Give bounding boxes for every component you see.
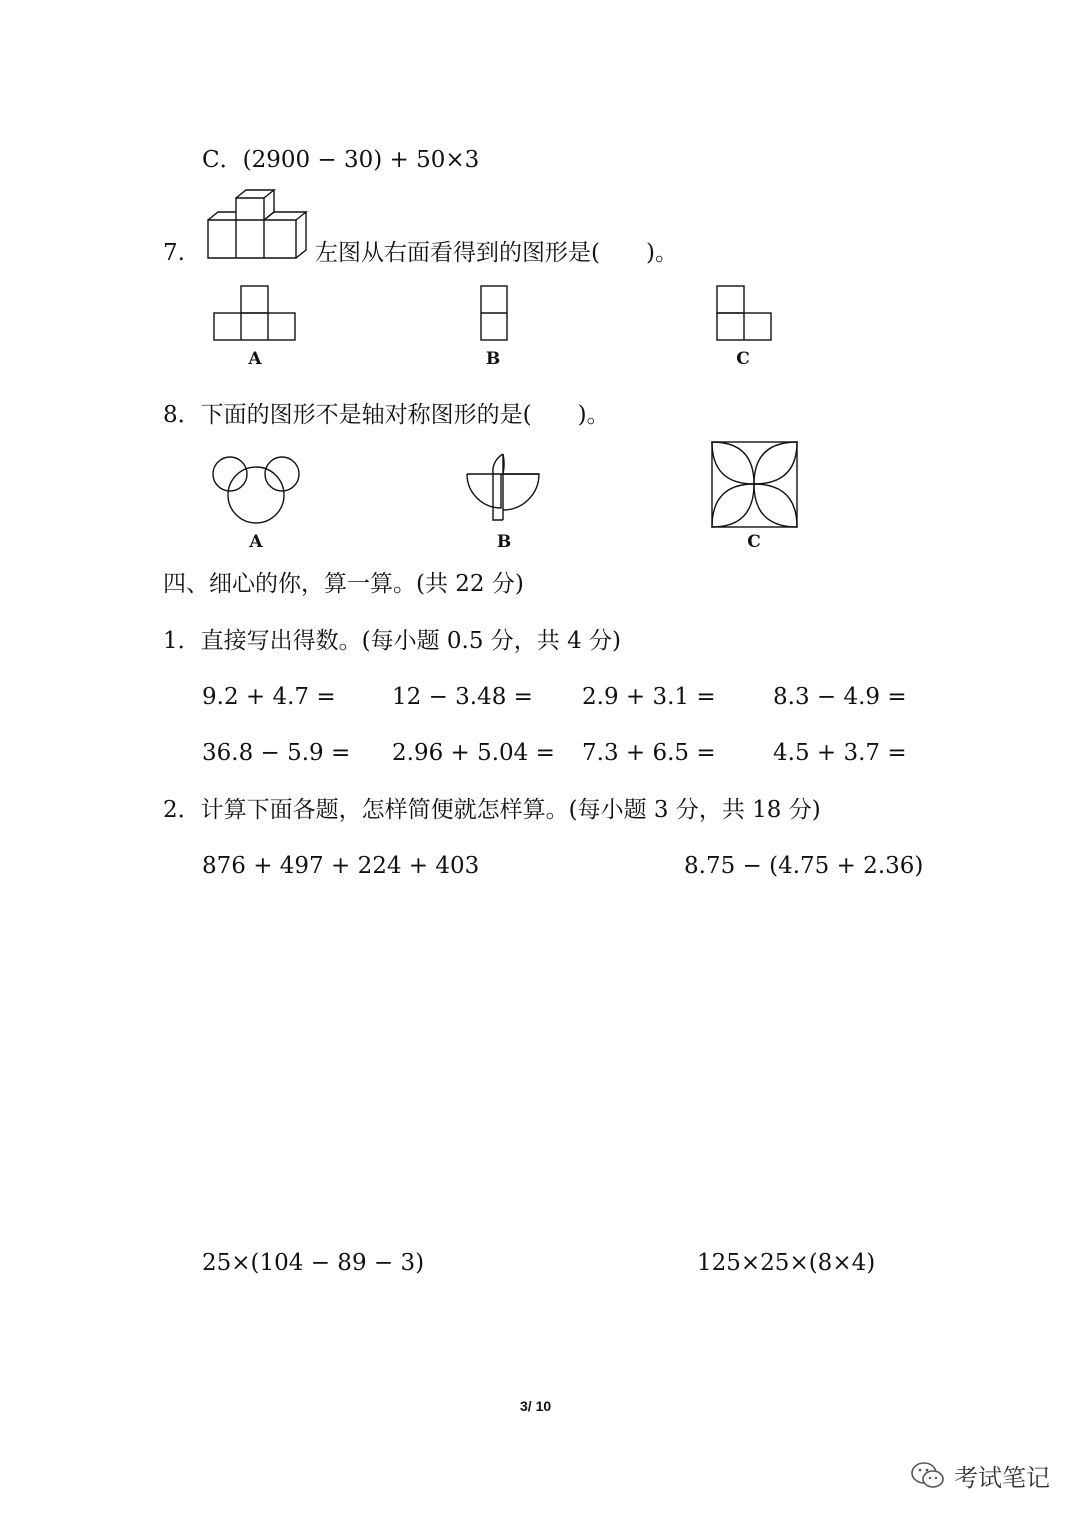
q8-text: 8．下面的图形不是轴对称图形的是( )。 (163, 402, 610, 428)
q6-option-c: C．(2900 − 30) + 50×3 (202, 147, 480, 173)
q8-option-a-label: A (249, 532, 263, 552)
q7-text: 左图从右面看得到的图形是( )。 (315, 240, 678, 266)
q7-cube-figure (206, 190, 316, 260)
q7-option-b-figure (480, 285, 510, 341)
q7-option-c-figure (716, 285, 774, 341)
p1-item: 2.96 + 5.04 = (392, 740, 555, 766)
q7-option-a-label: A (248, 349, 262, 369)
p1-item: 36.8 − 5.9 = (202, 740, 351, 766)
p1-item: 9.2 + 4.7 = (202, 684, 336, 710)
q7-option-c-label: C (736, 349, 750, 369)
watermark-text: 考试笔记 (954, 1464, 1050, 1492)
q7-option-a-figure (214, 285, 298, 341)
q7-option-b-label: B (485, 349, 501, 369)
p1-title: 1．直接写出得数。(每小题 0.5 分，共 4 分) (163, 628, 622, 654)
q8-option-c-label: C (747, 532, 761, 552)
q7-number: 7. (163, 240, 185, 266)
p2-title: 2．计算下面各题，怎样简便就怎样算。(每小题 3 分，共 18 分) (163, 797, 821, 823)
p1-item: 12 − 3.48 = (392, 684, 533, 710)
p2-item: 8.75 − (4.75 + 2.36) (684, 853, 924, 879)
p1-item: 2.9 + 3.1 = (582, 684, 716, 710)
page-number: 3/ 10 (520, 1398, 552, 1414)
section4-title: 四、细心的你，算一算。(共 22 分) (163, 571, 524, 597)
q8-option-c-figure (711, 441, 799, 529)
p1-item: 8.3 − 4.9 = (773, 684, 907, 710)
p2-item: 876 + 497 + 224 + 403 (202, 853, 480, 879)
wechat-icon (910, 1461, 946, 1491)
q8-option-a-figure (210, 455, 302, 525)
p2-item: 25×(104 − 89 − 3) (202, 1250, 425, 1276)
q8-option-b-figure (465, 452, 545, 524)
q8-option-b-label: B (496, 532, 512, 552)
watermark (910, 1458, 1050, 1493)
p2-item: 125×25×(8×4) (697, 1250, 876, 1276)
p1-item: 7.3 + 6.5 = (582, 740, 716, 766)
p1-item: 4.5 + 3.7 = (773, 740, 907, 766)
